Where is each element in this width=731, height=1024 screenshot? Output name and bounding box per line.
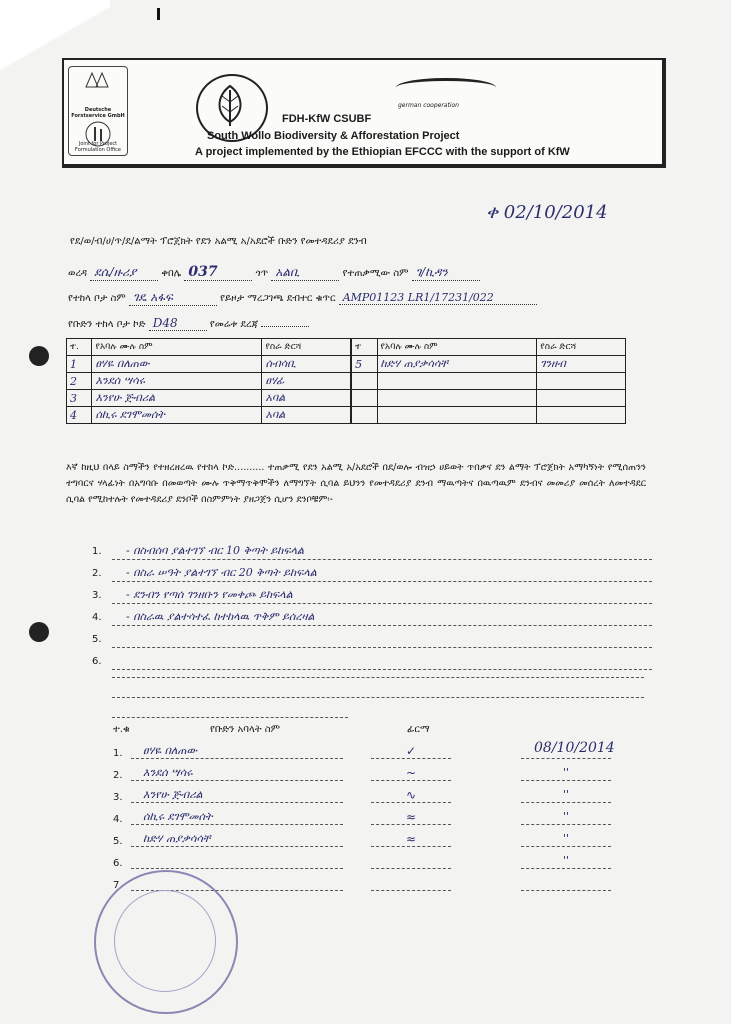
cell xyxy=(537,390,626,407)
signature: ✓ xyxy=(371,744,451,759)
kebele-field[interactable]: 037 xyxy=(184,264,252,281)
col-role-header: የስራ ድርሻ xyxy=(262,339,351,356)
user-label: የተጠቃሚው ስም xyxy=(342,268,409,279)
cell xyxy=(351,390,377,407)
cell: እንየሁ ጅብሪል xyxy=(92,390,262,407)
col-name-header: የአባሉ ሙሉ ስም xyxy=(92,339,262,356)
list-item xyxy=(92,626,652,648)
site-row xyxy=(68,290,537,306)
member-name xyxy=(131,854,343,869)
signature-row xyxy=(113,828,633,850)
cell: ገንዘብ xyxy=(537,356,626,373)
project-title: South Wollo Biodiversity & Afforestation Project xyxy=(207,130,460,142)
project-header-banner xyxy=(62,58,666,168)
col-name2-header: የአባሉ ሙሉ ስም xyxy=(377,339,537,356)
level-label: የመሬቱ ደረጃ xyxy=(209,319,259,330)
rule-number: 4. xyxy=(92,612,102,623)
leaf-icon xyxy=(198,76,262,136)
group-code-row xyxy=(68,316,309,331)
rule-number: 1. xyxy=(92,546,102,557)
cell xyxy=(377,407,537,424)
cell: 5 xyxy=(351,356,377,373)
rule-number: 3. xyxy=(92,590,102,601)
signature: ≈ xyxy=(371,810,451,825)
woreda-label: ወረዳ xyxy=(68,268,87,279)
sig-number: 2. xyxy=(113,770,123,781)
cell: አባል xyxy=(262,390,351,407)
member-name: እንደሰ ሣሳሩ xyxy=(131,766,343,781)
blank-line xyxy=(112,696,644,698)
group-code-label: የቡድን ተከላ ቦታ ኮድ xyxy=(68,319,146,330)
flag-arc-icon xyxy=(396,78,496,97)
rule-number: 5. xyxy=(92,634,102,645)
cell xyxy=(377,373,537,390)
rule-text: - ደንብን የጣሰ ገንዘቡን የመቀጮ ይከፍላል xyxy=(126,588,293,601)
signature-list xyxy=(113,740,633,894)
blank-line xyxy=(112,716,348,718)
group-code-field[interactable]: D48 xyxy=(149,316,207,331)
member-name: ሰኪሩ ደገሞመሰት xyxy=(131,810,343,825)
cell: 4 xyxy=(67,407,92,424)
signature xyxy=(371,854,451,869)
project-subtitle: A project implemented by the Ethiopian EFCCC with the support of KfW xyxy=(195,146,570,158)
signature-date: 08/10/2014 xyxy=(534,740,615,756)
german-cooperation-text: german cooperation xyxy=(398,102,459,109)
cell xyxy=(351,407,377,424)
project-code: FDH-KfW CSUBF xyxy=(282,113,372,125)
table-row xyxy=(67,407,626,424)
signature-row xyxy=(113,740,633,762)
sig-number: 7. xyxy=(113,880,123,891)
official-stamp xyxy=(94,870,238,1014)
list-item xyxy=(92,604,652,626)
location-row xyxy=(68,264,480,281)
list-item xyxy=(92,582,652,604)
ditto-mark: '' xyxy=(521,788,611,803)
got-label: ጎጥ xyxy=(255,268,269,279)
rule-text: - በስራዉ ያልተሳተፈ ከተከላዉ ጥቅም ይሰረዛል xyxy=(126,610,315,623)
site-label: የተከላ ቦታ ስም xyxy=(68,293,126,304)
ditto-mark: '' xyxy=(521,766,611,781)
rule-number: 2. xyxy=(92,568,102,579)
col-no2-header: ተ xyxy=(351,339,377,356)
signature: ≈ xyxy=(371,832,451,847)
pen-mark xyxy=(157,8,160,20)
sig-name-header: የቡድን አባላት ስም xyxy=(210,724,280,735)
giz-logo xyxy=(68,66,128,156)
signature: ~ xyxy=(371,766,451,781)
cell: ፀሃፊ xyxy=(262,373,351,390)
giz-footer: Joint for Project Formulation Office xyxy=(75,141,121,153)
cert-label: የይዞታ ማረጋገጫ ደብተር ቁጥር xyxy=(220,293,336,304)
member-name: እንየሁ ጅብሪል xyxy=(131,788,343,803)
cell: ከድሃ ጠያቃሳሳቸ xyxy=(377,356,537,373)
ditto-mark: '' xyxy=(521,832,611,847)
giz-title: Deutsche Forstservice GmbH xyxy=(71,107,125,119)
german-cooperation-logo xyxy=(396,78,496,118)
signature-row xyxy=(113,784,633,806)
cell xyxy=(537,373,626,390)
cell xyxy=(377,390,537,407)
cell: አባል xyxy=(262,407,351,424)
cell: 3 xyxy=(67,390,92,407)
list-item xyxy=(92,648,652,670)
sig-number: 6. xyxy=(113,858,123,869)
cert-field[interactable]: AMP01123 LR1/17231/022 xyxy=(339,291,537,305)
list-item xyxy=(92,538,652,560)
user-field[interactable]: ገ/ኪዳን xyxy=(412,265,480,281)
ditto-mark xyxy=(521,744,611,759)
cell: እንደሰ ሣሳሩ xyxy=(92,373,262,390)
table-row xyxy=(67,356,626,373)
cell xyxy=(537,407,626,424)
col-role2-header: የስራ ድርሻ xyxy=(537,339,626,356)
sig-number: 5. xyxy=(113,836,123,847)
form-heading: የደ/ወ/ብ/ሀ/ጥ/ደ/ልማት ፕሮጀክት የደን አልሚ አ/አደሮች ቡድን የመተዳደሪያ ደንብ xyxy=(70,236,367,247)
table-header-row xyxy=(67,339,626,356)
signature-row xyxy=(113,850,633,872)
members-table xyxy=(66,338,626,424)
cell: ሰብሳቢ xyxy=(262,356,351,373)
col-no-header: ተ. xyxy=(67,339,92,356)
table-row xyxy=(67,373,626,390)
signature: ∿ xyxy=(371,788,451,803)
tree-emblem-icon xyxy=(78,71,118,89)
rule-number: 6. xyxy=(92,656,102,667)
sig-number: 4. xyxy=(113,814,123,825)
handwritten-date: ቀ 02/10/2014 xyxy=(486,202,608,223)
ditto-mark xyxy=(521,876,611,891)
member-name: ፀሃዬ በለጠው xyxy=(131,744,343,759)
blank-line xyxy=(112,676,644,678)
cell: 1 xyxy=(67,356,92,373)
kebele-label: ቀበሌ xyxy=(161,268,182,279)
cell: ፀሃዬ በለጠው xyxy=(92,356,262,373)
table-row xyxy=(67,390,626,407)
agreement-paragraph: እኛ ከዚህ በላይ ስማችን የተዘረዘረዉ የተከላ ኮድ.......... ተጠቃሚ የደን አልሚ አ/አደሮች በደ/ወሎ ብዝኃ ሀይወት ጥበቃና ደን ልማት ፕሮጀክት አማካኝነት የሚሰጠንን ተግባርና ሃላፊነት በአግባቡ በመወጣት ሙሉ ጥቅማጥቅሞችን ለማግኘት ሲባል ይህንን የመተዳደሪያ ደንብ ማዉጣትና በዉጣዉም ደንብና መመሪያ መሰረት ለመተዳደር ሲባል የሚከተሉት የመተዳደሪያ ደንቦች በስምምነት ያዘጋጀን ሲሆን ደንቦቹም፡- xyxy=(66,462,646,505)
ditto-mark: '' xyxy=(521,854,611,869)
cell: ሰኪሩ ደገሞመሰት xyxy=(92,407,262,424)
got-field[interactable]: አልቢ xyxy=(271,265,339,281)
list-item xyxy=(92,560,652,582)
punch-hole-bottom xyxy=(29,622,49,642)
sig-number: 1. xyxy=(113,748,123,759)
member-name: ከድሃ ጠያቃሳሳቸ xyxy=(131,832,343,847)
cell xyxy=(351,373,377,390)
cell: 2 xyxy=(67,373,92,390)
signature xyxy=(371,876,451,891)
ditto-mark: '' xyxy=(521,810,611,825)
sig-number: 3. xyxy=(113,792,123,803)
punch-hole-top xyxy=(29,346,49,366)
sig-no-header: ተ.ቁ xyxy=(113,724,130,735)
level-field[interactable] xyxy=(261,326,309,327)
sig-sign-header: ፊርማ xyxy=(407,724,430,735)
rule-text: - በስብሰባ ያልተገኘ ብር 10 ቅጣት ይከፍላል xyxy=(126,544,304,557)
rule-text: - በስራ ሠዓት ያልተገኘ ብር 20 ቅጣት ይከፍላል xyxy=(126,566,317,579)
rules-list xyxy=(92,538,652,670)
woreda-field[interactable]: ደሴ/ዙሪያ xyxy=(90,265,158,281)
signature-row xyxy=(113,806,633,828)
site-field[interactable]: ገዴ አፋፍ xyxy=(129,290,217,306)
signature-row xyxy=(113,762,633,784)
